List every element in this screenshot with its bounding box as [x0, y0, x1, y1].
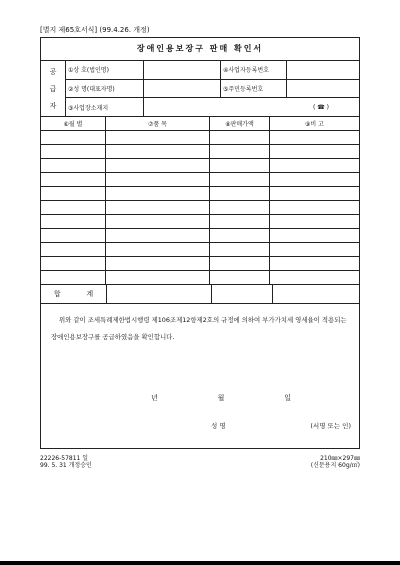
remarks-header: ⑨비 고	[270, 117, 359, 131]
item-cell[interactable]	[106, 243, 210, 257]
month-cell[interactable]	[41, 173, 106, 187]
company-name-field[interactable]	[144, 61, 221, 79]
remarks-cell[interactable]	[270, 173, 359, 187]
sale-amount-cell[interactable]	[210, 131, 270, 145]
sale-amount-cell[interactable]	[210, 201, 270, 215]
month-cell[interactable]	[41, 257, 106, 271]
month-cell[interactable]	[41, 243, 106, 257]
year-label: 년	[151, 394, 158, 402]
supplier-label-char: 자	[49, 101, 57, 110]
sale-amount-cell[interactable]	[210, 243, 270, 257]
supplier-label-char: 급	[49, 84, 57, 93]
supplier-row-address	[66, 98, 359, 116]
item-cell[interactable]	[106, 215, 210, 229]
business-number-label: ④사업자등록번호	[221, 61, 287, 79]
sale-amount-cell[interactable]	[210, 215, 270, 229]
business-address-label: ③사업장소재지	[66, 98, 144, 116]
month-cell[interactable]	[41, 187, 106, 201]
total-item-cell[interactable]	[107, 285, 212, 303]
form-code: 22226-57811 일	[40, 455, 89, 462]
month-cell[interactable]	[41, 271, 106, 285]
representative-name-label: ②성 명(대표자명)	[66, 80, 144, 98]
item-cell[interactable]	[106, 271, 210, 285]
supplier-label	[41, 61, 66, 116]
item-cell[interactable]	[106, 173, 210, 187]
remarks-cell[interactable]	[270, 145, 359, 159]
date-line	[151, 393, 291, 403]
remarks-cell[interactable]	[270, 229, 359, 243]
remarks-cell[interactable]	[270, 187, 359, 201]
sale-amount-cell[interactable]	[210, 159, 270, 173]
form-number-note: [별지 제65호서식] (99.4.26. 개정)	[40, 26, 150, 34]
resident-number-field[interactable]	[287, 80, 359, 98]
signature-note: (서명 또는 인)	[310, 422, 351, 430]
remarks-cell[interactable]	[270, 215, 359, 229]
paper-spec-note	[311, 455, 360, 469]
month-cell[interactable]	[41, 201, 106, 215]
sale-amount-cell[interactable]	[210, 257, 270, 271]
paper-type: (신문용지 60g/㎡)	[310, 462, 360, 469]
phone-marker: ( ☎ )	[313, 103, 329, 111]
confirmation-form	[40, 37, 360, 449]
sale-amount-cell[interactable]	[210, 187, 270, 201]
sale-amount-header: ⑧판매가액	[210, 117, 270, 131]
signature-line	[211, 421, 351, 430]
sale-amount-cell[interactable]	[210, 271, 270, 285]
item-cell[interactable]	[106, 145, 210, 159]
company-name-label: ①상 호(법인명)	[66, 61, 144, 79]
sale-amount-cell[interactable]	[210, 229, 270, 243]
representative-name-field[interactable]	[144, 80, 221, 98]
item-cell[interactable]	[106, 131, 210, 145]
total-label	[41, 285, 107, 303]
supplier-row-representative	[66, 80, 359, 99]
supplier-label-char: 공	[49, 67, 57, 76]
remarks-cell[interactable]	[270, 271, 359, 285]
approval-date: 99. 5. 31 개정승인	[40, 462, 92, 469]
resident-number-label: ⑤주민등록번호	[221, 80, 287, 98]
remarks-cell[interactable]	[270, 159, 359, 173]
total-amount-cell[interactable]	[212, 285, 273, 303]
total-label-char: 합	[53, 290, 61, 298]
day-label: 일	[284, 394, 291, 402]
business-address-field[interactable]	[144, 98, 359, 116]
form-approval-note	[40, 455, 92, 469]
remarks-cell[interactable]	[270, 131, 359, 145]
remarks-cell[interactable]	[270, 201, 359, 215]
bottom-border-bar	[0, 561, 400, 565]
month-cell[interactable]	[41, 145, 106, 159]
remarks-cell[interactable]	[270, 243, 359, 257]
remarks-cell[interactable]	[270, 257, 359, 271]
sale-amount-cell[interactable]	[210, 173, 270, 187]
signer-name-label: 성 명	[211, 422, 226, 430]
item-cell[interactable]	[106, 159, 210, 173]
item-cell[interactable]	[106, 201, 210, 215]
supplier-row-company	[66, 61, 359, 80]
month-label: 월	[217, 394, 225, 402]
business-number-field[interactable]	[287, 61, 359, 79]
month-header: ⑥월 별	[41, 117, 106, 131]
month-cell[interactable]	[41, 159, 106, 173]
sales-table	[41, 117, 359, 285]
month-cell[interactable]	[41, 229, 106, 243]
sale-amount-cell[interactable]	[210, 145, 270, 159]
month-cell[interactable]	[41, 131, 106, 145]
supplier-section	[41, 61, 359, 117]
confirmation-statement: 위와 같이 조세특례제한법시행령 제106조제12항제2호의 규정에 의하여 부가가치세 영세율이 적용되는 장애인용보장구를 공급하였음을 확인합니다.	[51, 316, 347, 341]
form-title: 장애인용보장구 판매 확인서	[41, 38, 359, 61]
month-cell[interactable]	[41, 215, 106, 229]
total-row	[41, 285, 359, 304]
item-cell[interactable]	[106, 229, 210, 243]
paper-size: 210㎜×297㎜	[320, 455, 360, 462]
item-cell[interactable]	[106, 257, 210, 271]
item-cell[interactable]	[106, 187, 210, 201]
item-header: ⑦품 목	[106, 117, 210, 131]
total-label-char: 계	[86, 290, 94, 298]
